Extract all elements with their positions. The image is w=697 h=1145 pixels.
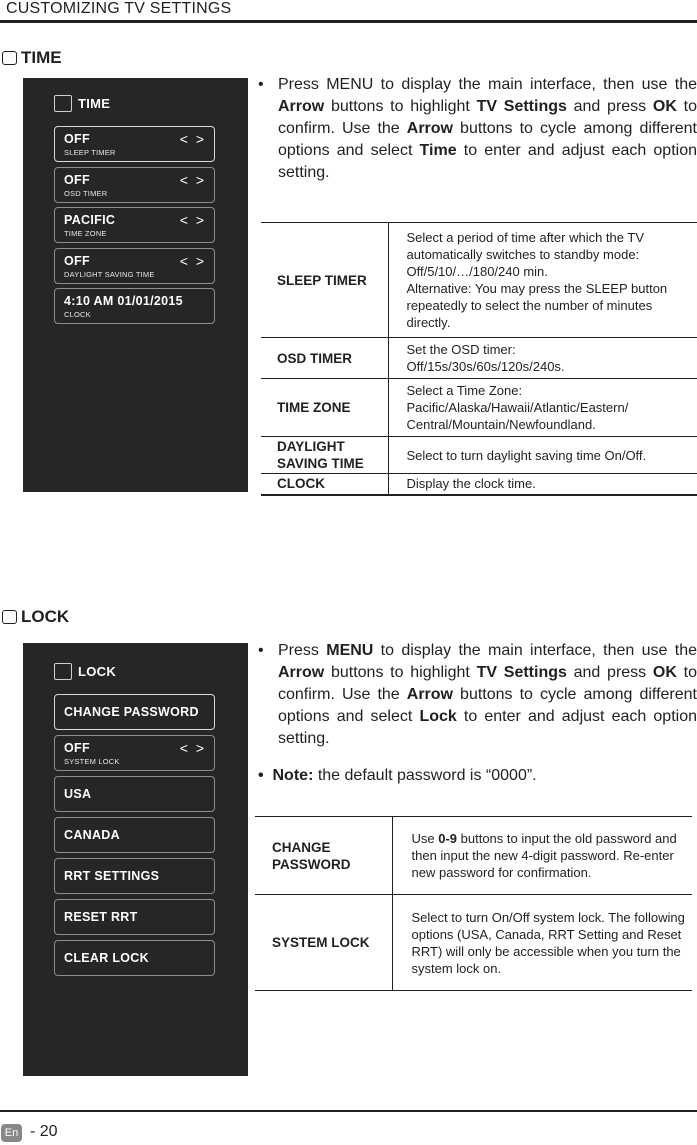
- text-run: Press: [278, 642, 327, 659]
- menu-item-osd-timer[interactable]: [54, 167, 215, 203]
- left-right-arrows-icon: < >: [179, 740, 206, 756]
- menu-item-clock[interactable]: [54, 288, 215, 324]
- table-label: SLEEP TIMER: [261, 223, 388, 338]
- text-run-bold: Arrow: [278, 98, 325, 115]
- text-run-bold: 0-9: [438, 831, 458, 846]
- menu-item-value: OFF: [64, 741, 90, 755]
- bullet: •: [258, 76, 264, 93]
- page-number-value: 20: [39, 1123, 58, 1140]
- menu-item-label: CLEAR LOCK: [64, 951, 149, 965]
- time-section-heading: [2, 48, 62, 68]
- text-run-bold: TV Settings: [476, 664, 567, 681]
- menu-item-label: CANADA: [64, 828, 120, 842]
- text-run-bold: Lock: [419, 708, 457, 725]
- text-run: Press MENU to display the main interface, then use the: [278, 76, 697, 93]
- note: [258, 765, 537, 787]
- page-dash: -: [30, 1123, 36, 1140]
- text-run: and press: [566, 98, 653, 115]
- menu-item-time-zone[interactable]: [54, 207, 215, 243]
- text-run-bold: OK: [652, 664, 677, 681]
- text-run-bold: Arrow: [278, 664, 325, 681]
- lock-heading-text: LOCK: [21, 607, 70, 626]
- note-label: Note: [272, 767, 309, 784]
- lock-instruction: [278, 640, 697, 750]
- menu-item-label: SYSTEM LOCK: [64, 757, 120, 766]
- menu-item-reset-rrt[interactable]: [54, 899, 215, 935]
- page-number: [30, 1123, 58, 1141]
- time-heading-text: TIME: [21, 48, 62, 67]
- text-run-bold: OK: [652, 98, 677, 115]
- time-settings-table: [261, 222, 697, 496]
- text-run-bold: Arrow: [406, 120, 453, 137]
- table-desc: Select a Time Zone: Pacific/Alaska/Hawaii/Atlantic/Eastern/ Central/Mountain/Newfoundland.: [406, 383, 629, 432]
- menu-item-daylight-saving[interactable]: [54, 248, 215, 284]
- table-label: OSD TIMER: [261, 338, 388, 379]
- table-label: DAYLIGHT SAVING TIME: [261, 437, 388, 474]
- lock-screen-title-text: LOCK: [78, 664, 117, 679]
- lock-menu-screen: [23, 643, 248, 1076]
- menu-item-value: PACIFIC: [64, 213, 116, 227]
- checkbox-icon: [54, 663, 72, 680]
- menu-item-label: RESET RRT: [64, 910, 138, 924]
- checkbox-icon: [2, 51, 17, 65]
- note-bullet: •: [258, 767, 264, 784]
- time-screen-title: [54, 95, 110, 112]
- menu-item-label: USA: [64, 787, 92, 801]
- table-desc: Select to turn daylight saving time On/Off.: [406, 447, 647, 463]
- page-header: CUSTOMIZING TV SETTINGS: [6, 0, 232, 17]
- text-run: to confirm. Use the: [278, 98, 697, 137]
- menu-item-label: CHANGE PASSWORD: [64, 705, 199, 719]
- footer-rule: [0, 1110, 697, 1112]
- menu-item-label: DAYLIGHT SAVING TIME: [64, 270, 155, 279]
- menu-item-value: OFF: [64, 254, 90, 268]
- language-badge: En: [1, 1124, 22, 1142]
- menu-item-clear-lock[interactable]: [54, 940, 215, 976]
- left-right-arrows-icon: < >: [179, 131, 206, 147]
- menu-item-change-password[interactable]: [54, 694, 215, 730]
- header-rule: [0, 20, 697, 23]
- table-label: CHANGE PASSWORD: [255, 817, 392, 895]
- table-desc: Select to turn On/Off system lock. The following options (USA, Canada, RRT Setting and Reset RRT) will only be accessible when you turn the system lock on.: [411, 909, 685, 976]
- checkbox-icon: [2, 610, 17, 624]
- left-right-arrows-icon: < >: [179, 212, 206, 228]
- menu-item-label: RRT SETTINGS: [64, 869, 160, 883]
- menu-item-value: 4:10 AM 01/01/2015: [64, 294, 183, 308]
- text-run-bold: Time: [419, 142, 457, 159]
- text-run-bold: MENU: [326, 642, 374, 659]
- text-run: buttons to input the old password and then input the new 4-digit password. Re-enter new password for confirmation.: [411, 831, 677, 880]
- text-run: to enter and adjust each option setting.: [278, 708, 697, 747]
- table-label: SYSTEM LOCK: [255, 895, 392, 991]
- lock-section-heading: [2, 607, 69, 627]
- lock-settings-table: [255, 816, 692, 991]
- menu-item-sleep-timer[interactable]: [54, 126, 215, 162]
- time-screen-title-text: TIME: [78, 96, 111, 111]
- bullet: •: [258, 642, 264, 659]
- text-run: buttons to highlight: [324, 98, 477, 115]
- left-right-arrows-icon: < >: [179, 172, 206, 188]
- text-run: and press: [566, 664, 653, 681]
- text-run: buttons to highlight: [324, 664, 477, 681]
- menu-item-value: OFF: [64, 173, 90, 187]
- table-row: [261, 437, 697, 474]
- table-row: [255, 895, 692, 991]
- menu-item-label: CLOCK: [64, 310, 91, 319]
- text-run: to confirm. Use the: [278, 664, 697, 703]
- table-row: [255, 817, 692, 895]
- table-label: TIME ZONE: [261, 379, 388, 437]
- menu-item-label: TIME ZONE: [64, 229, 107, 238]
- text-run: to display the main interface, then use the: [373, 642, 697, 659]
- menu-item-usa[interactable]: [54, 776, 215, 812]
- table-desc: Display the clock time.: [406, 476, 536, 492]
- text-run: Use: [411, 831, 439, 846]
- table-desc: [392, 817, 692, 895]
- lock-screen-title: [54, 663, 116, 680]
- menu-item-label: SLEEP TIMER: [64, 148, 116, 157]
- menu-item-value: OFF: [64, 132, 90, 146]
- text-run: to enter and adjust each option setting.: [278, 142, 697, 181]
- table-label: CLOCK: [261, 474, 388, 495]
- text-run-bold: Arrow: [406, 686, 453, 703]
- table-desc: Select a period of time after which the TV automatically switches to standby mode: Off/5/10/…/180/240 min. Alternative: You may press the SLEEP button repeatedly to select the number of minutes directly.: [406, 230, 668, 330]
- menu-item-label: OSD TIMER: [64, 189, 108, 198]
- table-row: [261, 474, 697, 495]
- table-row: [261, 379, 697, 437]
- menu-item-system-lock[interactable]: [54, 735, 215, 771]
- menu-item-canada[interactable]: [54, 817, 215, 853]
- text-run: buttons to cycle among different options and select: [278, 120, 697, 159]
- table-row: [261, 338, 697, 379]
- text-run: buttons to cycle among different options and select: [278, 686, 697, 725]
- note-colon: :: [308, 767, 314, 784]
- note-text: the default password is “0000”.: [313, 767, 537, 784]
- time-instruction: [278, 74, 697, 184]
- menu-item-rrt-settings[interactable]: [54, 858, 215, 894]
- table-row: [261, 223, 697, 338]
- left-right-arrows-icon: < >: [179, 253, 206, 269]
- table-desc: Set the OSD timer: Off/15s/30s/60s/120s/240s.: [406, 342, 565, 374]
- text-run-bold: TV Settings: [476, 98, 567, 115]
- checkbox-icon: [54, 95, 72, 112]
- time-menu-screen: [23, 78, 248, 492]
